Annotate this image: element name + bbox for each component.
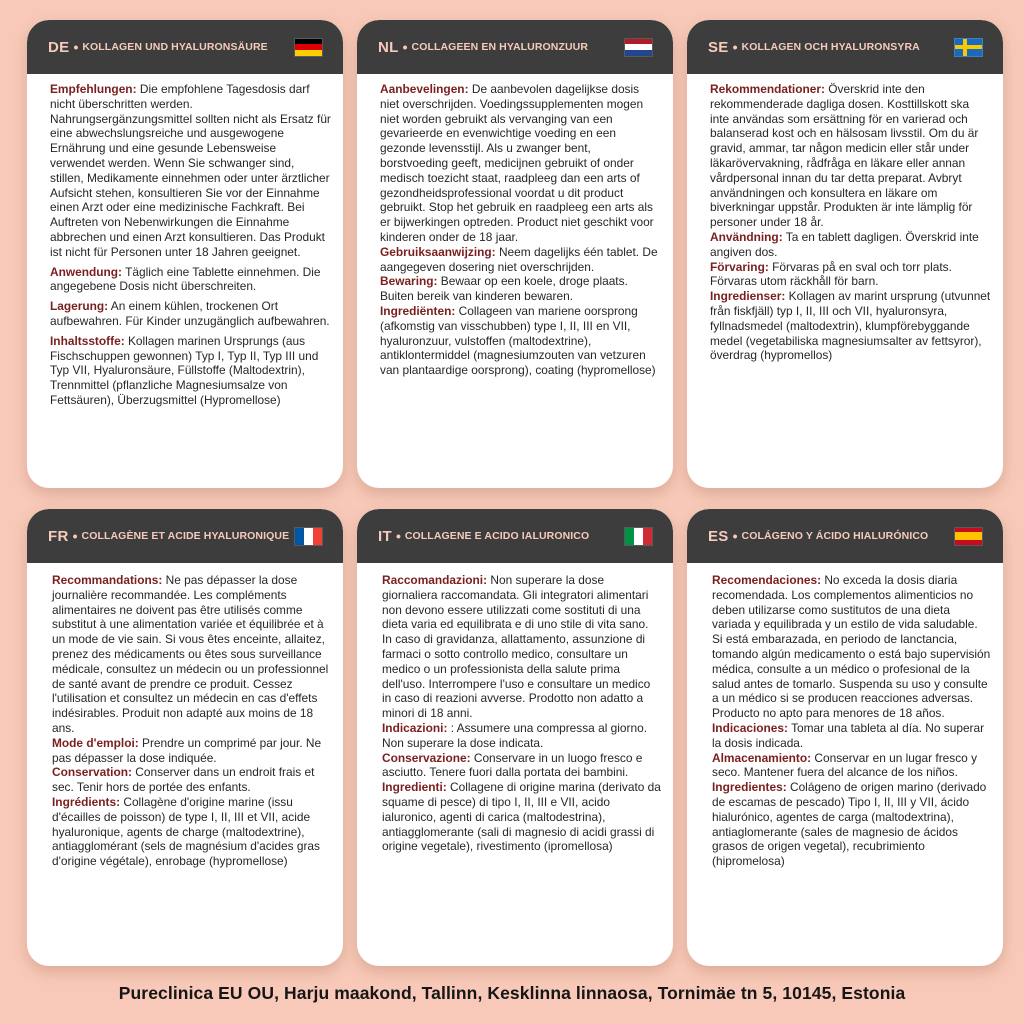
- section-text: Täglich eine Tablette einnehmen. Die angegebene Dosis nicht überschreiten.: [50, 264, 321, 294]
- section-text: Neem dagelijks één tablet. De aangegeven dosering niet overschrijden.: [380, 244, 658, 274]
- section-storage: [382, 751, 661, 781]
- card-title: KOLLAGEN UND HYALURONSÄURE: [82, 41, 268, 53]
- language-code: IT: [378, 527, 392, 545]
- section-label: Aanbevelingen:: [380, 82, 469, 96]
- card-title: KOLLAGEN OCH HYALURONSYRA: [741, 41, 920, 53]
- spain-flag-icon: [954, 527, 983, 546]
- section-recommendations: [52, 573, 331, 736]
- section-storage: [50, 299, 331, 329]
- section-usage: [712, 721, 991, 751]
- section-label: Lagerung:: [50, 299, 109, 314]
- section-text: : Assumere una compressa al giorno. Non superare la dose indicata.: [382, 720, 648, 750]
- section-text: Kollagen marinen Ursprungs (aus Fischschuppen gewonnen) Typ I, Typ II, Typ III und Typ VII, Hyaluronsäure, Füllstoffe (Maltodextrin), Trennmittel (pflanzliche Magnesiumsalze von Fettsäuren), Überzugsmittel (Hypromellose): [50, 333, 319, 407]
- section-label: Ingredienser:: [710, 289, 786, 304]
- section-ingredients: [712, 780, 991, 869]
- section-ingredients: [52, 795, 331, 869]
- section-text: Collagene di origine marina (derivato da squame di pesce) di tipo I, II, III e VII, acido ialuronico, agenti di carica (maltodestrina), antiagglomerante (sali di magnesio di acidi grassi di origine vegetale), rivestimento (ipromellosa): [382, 780, 661, 854]
- section-label: Recomendaciones:: [712, 573, 822, 587]
- section-label: Almacenamiento:: [712, 750, 812, 765]
- card-body: [357, 74, 673, 378]
- section-label: Conservation:: [52, 765, 132, 780]
- card-title: COLLAGÈNE ET ACIDE HYALURONIQUE: [81, 530, 290, 542]
- section-text: Conservare in un luogo fresco e asciutto. Tenere fuori dalla portata dei bambini.: [382, 750, 643, 780]
- section-text: Collageen van mariene oorsprong (afkomstig van visschubben) type I, II, III en VII, hyaluronzuur, vulstoffen (maltodextrine), antiklontermiddel (magnesiumzouten van vetzuren van plantaardige oorsprong), coating (hypromellose): [380, 303, 656, 378]
- card-header: FR • COLLAGÈNE ET ACIDE HYALURONIQUE: [27, 509, 343, 563]
- section-label: Inhaltsstoffe:: [50, 333, 125, 348]
- language-code: DE: [48, 38, 70, 56]
- section-text: Collagène d'origine marine (issu d'écailles de poisson) de type I, II, III et VII, acide hyaluronique, agents de charge (maltodextrine), antiagglomérant (sels de magnésium d'acides gras d'origine végétale), enrobage (hypromellose): [52, 794, 320, 869]
- section-label: Förvaring:: [710, 259, 769, 274]
- section-text: Förvaras på en sval och torr plats. Förvaras utom räckhåll för barn.: [710, 259, 952, 289]
- card-title: COLÁGENO Y ÁCIDO HIALURÓNICO: [741, 530, 929, 542]
- france-flag-icon: [294, 527, 323, 546]
- sweden-flag-icon: [954, 38, 983, 57]
- section-label: Mode d'emploi:: [52, 735, 139, 750]
- section-label: Empfehlungen:: [50, 82, 137, 96]
- section-label: Ingrédients:: [52, 794, 121, 809]
- section-label: Indicaciones:: [712, 720, 788, 735]
- company-address-footer: Pureclinica EU OU, Harju maakond, Tallinn, Kesklinna linnaosa, Tornimäe tn 5, 10145, Estonia: [118, 983, 906, 1003]
- card-it: [357, 509, 673, 966]
- section-label: Bewaring:: [380, 274, 438, 289]
- card-header: SE • KOLLAGEN OCH HYALURONSYRA: [687, 20, 1003, 74]
- section-text: Tomar una tableta al día. No superar la dosis indicada.: [712, 720, 985, 750]
- section-recommendations: [382, 573, 661, 721]
- section-label: Rekommendationer:: [710, 82, 825, 96]
- section-recommendations: [712, 573, 991, 721]
- section-storage: [380, 274, 661, 304]
- section-label: Conservazione:: [382, 750, 471, 765]
- section-text: An einem kühlen, trockenen Ort aufbewahren. Für Kinder unzugänglich aufbewahren.: [50, 299, 330, 328]
- section-text: Överskrid inte den rekommenderade dagliga dosen. Kosttillskott ska inte användas som ersättning för en varierad och balanserad kost och en hälsosam livsstil. Om du är gravid, ammar, tar någon medicin eller står under läkarövervakning, rådfråga en läkare eller annan vårdpersonal innan du tar detta preparat. Avbryt användningen och konsultera en läkare om biverkningar uppstår. Produkten är inte lämplig för personer under 18 år.: [710, 82, 979, 230]
- section-text: Kollagen av marint ursprung (utvunnet från fiskfjäll) typ I, II, III och VII, hyaluronsyra, fyllnadsmedel (maltodextrin), klumpförebyggande medel (vegetabiliska magnesiumsalter av fettsyror), överdrag (hypromellos): [710, 289, 991, 363]
- netherlands-flag-icon: [624, 38, 653, 57]
- card-header: IT • COLLAGENE E ACIDO IALURONICO: [357, 509, 673, 563]
- card-nl: [357, 20, 673, 488]
- section-storage: [712, 751, 991, 781]
- section-text: Die empfohlene Tagesdosis darf nicht überschritten werden. Nahrungsergänzungsmittel sollten nicht als Ersatz für eine abwechslungsreiche und ausgewogene Ernährung und eine gesunde Lebensweise verwendet werden. Wenn Sie schwanger sind, stillen, Medikamente einnehmen oder unter ärztlicher Aufsicht stehen, konsultieren Sie vor der Einnahme einen Arzt oder eine medizinische Fachkraft. Bei Auftreten von Nebenwirkungen die Einnahme abbrechen und einen Arzt konsultieren. Das Produkt ist nicht für Personen unter 18 Jahren geeignet.: [50, 82, 331, 259]
- card-body: [687, 74, 1003, 363]
- section-text: No exceda la dosis diaria recomendada. Los complementos alimenticios no deben utilizarse como sustitutos de una dieta variada y equilibrada y un estilo de vida saludable. Si está embarazada, en periodo de lanctancia, tomando algún medicamento o está bajo supervisión médica, consulte a un médico o profesional de la salud antes de tomarlo. Suspenda su uso y consulte a un médico si se producen reacciones adversas. Producto no apto para menores de 18 años.: [712, 573, 991, 721]
- section-text: Bewaar op een koele, droge plaats. Buiten bereik van kinderen bewaren.: [380, 274, 628, 304]
- card-fr: [27, 509, 343, 966]
- section-storage: [52, 765, 331, 795]
- language-code: FR: [48, 527, 69, 545]
- section-storage: [710, 260, 991, 290]
- section-label: Användning:: [710, 229, 783, 244]
- card-header: DE • KOLLAGEN UND HYALURONSÄURE: [27, 20, 343, 74]
- section-text: Conserver dans un endroit frais et sec. Tenir hors de portée des enfants.: [52, 765, 315, 795]
- section-ingredients: [382, 780, 661, 854]
- section-text: Conservar en un lugar fresco y seco. Mantener fuera del alcance de los niños.: [712, 750, 978, 780]
- card-header: NL • COLLAGEEN EN HYALURONZUUR: [357, 20, 673, 74]
- card-body: [27, 74, 343, 408]
- section-label: Ingrediënten:: [380, 303, 456, 318]
- section-recommendations: [710, 82, 991, 230]
- section-ingredients: [710, 289, 991, 363]
- language-code: NL: [378, 38, 399, 56]
- section-text: Non superare la dose giornaliera raccomandata. Gli integratori alimentari non devono essere utilizzati come sostituti di una dieta varia ed equilibrata e di uno stile di vita sano. In caso di gravidanza, allattamento, assunzione di farmaci o sotto controllo medico, consultare un medico o un professionista della salute prima dell'uso. Interrompere l'uso e consultare un medico in caso di reazioni avverse. Prodotto non adatto a minori di 18 anni.: [382, 573, 651, 721]
- section-usage: [710, 230, 991, 260]
- language-code: ES: [708, 527, 729, 545]
- section-label: Indicazioni:: [382, 720, 448, 735]
- italy-flag-icon: [624, 527, 653, 546]
- section-text: Ta en tablett dagligen. Överskrid inte angiven dos.: [710, 229, 979, 259]
- section-usage: [50, 265, 331, 295]
- section-text: Ne pas dépasser la dose journalière recommandée. Les compléments alimentaires ne doivent pas être utilisés comme substitut à une alimentation variée et équilibrée et à un mode de vie sain. Si vous êtes enceinte, allaitez, prenez des médicaments ou êtes sous surveillance médicale, consultez un médecin ou un professionnel de santé avant de prendre ce produit. Cessez l'utilisation et consultez un médecin en cas d'effets indésirables. Produit non adapté aux moins de 18 ans.: [52, 573, 329, 735]
- section-recommendations: [50, 82, 331, 260]
- section-usage: [382, 721, 661, 751]
- section-recommendations: [380, 82, 661, 245]
- language-code: SE: [708, 38, 729, 56]
- section-label: Gebruiksaanwijzing:: [380, 244, 496, 259]
- section-label: Ingredienti:: [382, 780, 447, 795]
- section-label: Ingredientes:: [712, 780, 787, 795]
- card-title: COLLAGENE E ACIDO IALURONICO: [404, 530, 590, 542]
- card-es: [687, 509, 1003, 966]
- section-ingredients: [380, 304, 661, 378]
- section-usage: [52, 736, 331, 766]
- section-usage: [380, 245, 661, 275]
- card-body: [27, 563, 343, 869]
- card-se: [687, 20, 1003, 488]
- section-text: Colágeno de origen marino (derivado de escamas de pescado) Tipo I, II, III y VII, ácido hialurónico, agentes de carga (maltodextrina), antiaglomerante (sales de magnesio de ácidos grasos de origen vegetal), recubrimiento (hipromelosa): [712, 780, 987, 869]
- card-de: [27, 20, 343, 488]
- section-text: Prendre un comprimé par jour. Ne pas dépasser la dose indiquée.: [52, 735, 322, 765]
- section-label: Recommandations:: [52, 573, 163, 587]
- section-label: Raccomandazioni:: [382, 573, 488, 587]
- card-header: ES • COLÁGENO Y ÁCIDO HIALURÓNICO: [687, 509, 1003, 563]
- section-ingredients: [50, 334, 331, 408]
- card-body: [357, 563, 673, 854]
- card-body: [687, 563, 1003, 869]
- section-label: Anwendung:: [50, 264, 122, 279]
- card-title: COLLAGEEN EN HYALURONZUUR: [411, 41, 589, 53]
- germany-flag-icon: [294, 38, 323, 57]
- section-text: De aanbevolen dagelijkse dosis niet overschrijden. Voedingssupplementen mogen niet worden gebruikt als vervanging van een gevarieerde en evenwichtige voeding en een gezonde levensstijl. Als u zwanger bent, borstvoeding geeft, medicijnen gebruikt of onder medisch toezicht staat, raadpleeg dan een arts of gezondheidsprofessional voordat u dit product gebruikt. Stop het gebruik en raadpleeg een arts als er bijwerkingen optreden. Product niet geschikt voor kinderen onder de 18 jaar.: [380, 82, 654, 244]
